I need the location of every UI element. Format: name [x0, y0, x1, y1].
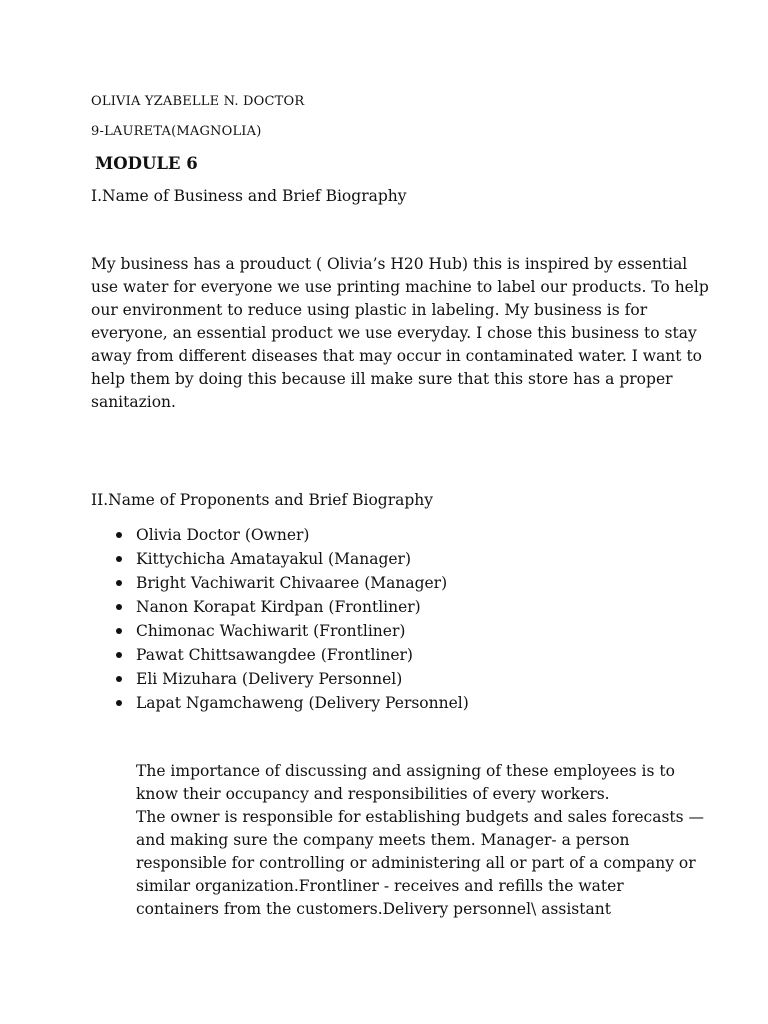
paragraph-line: help them by doing this because ill make sure that this store has a proper [91, 370, 673, 388]
proponent-name: Lapat Ngamchaweng (Delivery Personnel) [136, 694, 469, 712]
proponent-name: Nanon Korapat Kirdpan (Frontliner) [136, 598, 421, 616]
list-item [116, 547, 469, 571]
section1-heading: I.Name of Business and Brief Biography [91, 187, 407, 205]
employee-roles-paragraph [136, 760, 705, 921]
paragraph-line: use water for everyone we use printing machine to label our products. To help [91, 278, 709, 296]
proponent-name: Olivia Doctor (Owner) [136, 526, 310, 544]
student-name: OLIVIA YZABELLE N. DOCTOR [91, 94, 305, 109]
bullet-icon [116, 556, 122, 562]
paragraph-line: know their occupancy and responsibilities of every workers. [136, 785, 610, 803]
list-item [116, 643, 469, 667]
paragraph-line: away from different diseases that may occur in contaminated water. I want to [91, 347, 703, 365]
proponent-name: Pawat Chittsawangdee (Frontliner) [136, 646, 413, 664]
proponent-name: Chimonac Wachiwarit (Frontliner) [136, 622, 406, 640]
proponents-list [116, 523, 469, 715]
paragraph-line: and making sure the company meets them. Manager- a person [136, 831, 630, 849]
student-section: 9-LAURETA(MAGNOLIA) [91, 124, 262, 139]
business-biography-paragraph [91, 253, 709, 414]
paragraph-line: containers from the customers.Delivery personnel\ assistant [136, 900, 611, 918]
bullet-icon [116, 628, 122, 634]
list-item [116, 571, 469, 595]
paragraph-line: The importance of discussing and assigning of these employees is to [136, 762, 675, 780]
paragraph-line: The owner is responsible for establishing budgets and sales forecasts — [136, 808, 705, 826]
paragraph-line: everyone, an essential product we use everyday. I chose this business to stay [91, 324, 697, 342]
paragraph-line: My business has a prouduct ( Olivia’s H20 Hub) this is inspired by essential [91, 255, 688, 273]
proponent-name: Kittychicha Amatayakul (Manager) [136, 550, 411, 568]
paragraph-line: responsible for controlling or administering all or part of a company or [136, 854, 696, 872]
bullet-icon [116, 676, 122, 682]
paragraph-line: similar organization.Frontliner - receives and refills the water [136, 877, 624, 895]
bullet-icon [116, 652, 122, 658]
paragraph-line: sanitazion. [91, 393, 176, 411]
bullet-icon [116, 604, 122, 610]
list-item [116, 523, 469, 547]
section2-heading: II.Name of Proponents and Brief Biography [91, 491, 434, 509]
proponent-name: Eli Mizuhara (Delivery Personnel) [136, 670, 403, 688]
list-item [116, 691, 469, 715]
list-item [116, 667, 469, 691]
list-item [116, 619, 469, 643]
list-item [116, 595, 469, 619]
paragraph-line: our environment to reduce using plastic in labeling. My business is for [91, 301, 648, 319]
bullet-icon [116, 532, 122, 538]
proponent-name: Bright Vachiwarit Chivaaree (Manager) [136, 574, 448, 592]
bullet-icon [116, 580, 122, 586]
module-title: MODULE 6 [95, 154, 198, 173]
bullet-icon [116, 700, 122, 706]
